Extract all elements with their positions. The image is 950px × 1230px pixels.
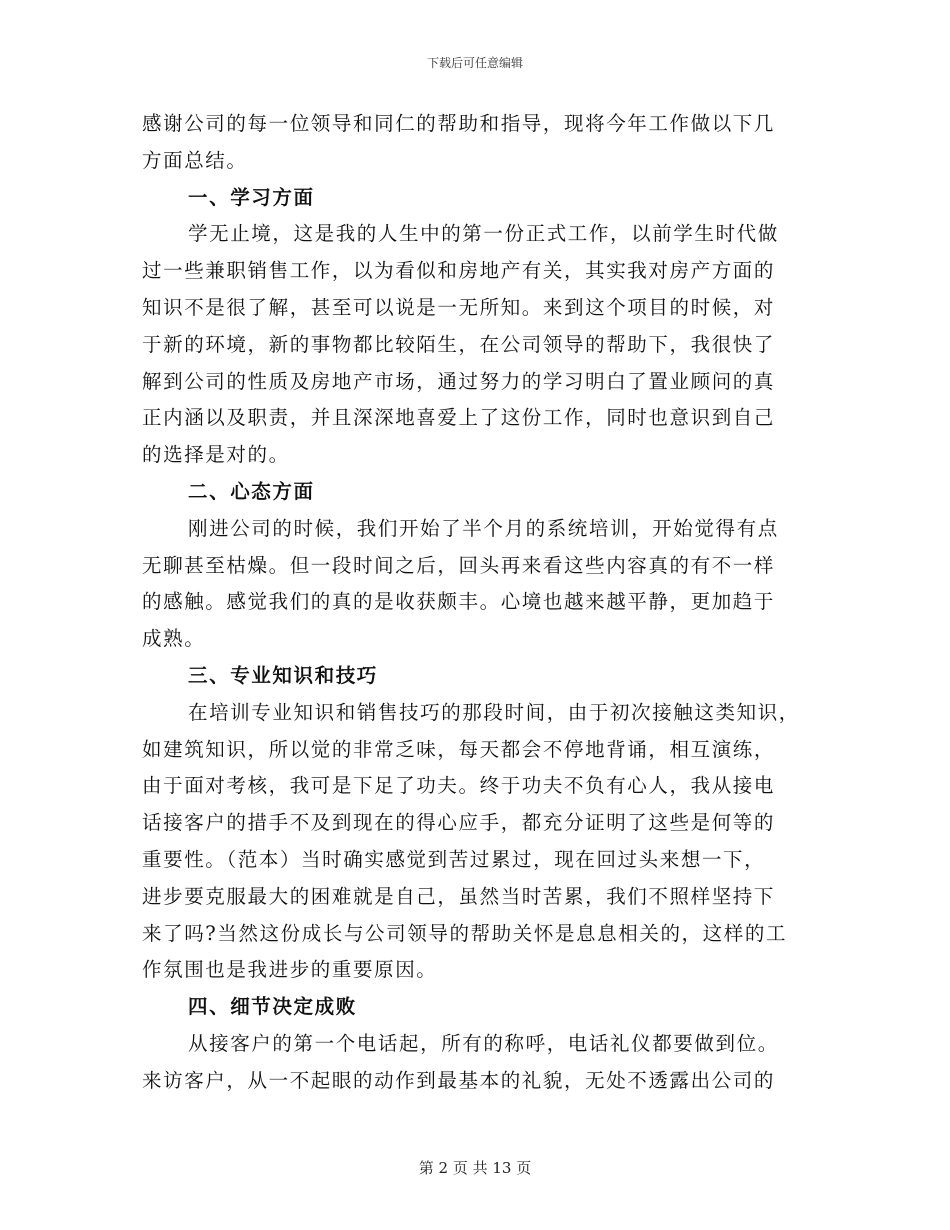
section-heading: 二、心态方面 <box>188 479 315 503</box>
text-line: 感谢公司的每一位领导和同仁的帮助和指导，现将今年工作做以下几 <box>142 112 776 135</box>
text-line: 成熟。 <box>142 627 206 651</box>
page-header: 下载后可任意编辑 <box>426 56 523 70</box>
text-line: 来了吗?当然这份成长与公司领导的帮助关怀是息息相关的，这样的工 <box>142 921 788 945</box>
text-line: 从接客户的第一个电话起，所有的称呼，电话礼仪都要做到位。 <box>188 1031 779 1055</box>
text-line: 在培训专业知识和销售技巧的那段时间，由于初次接触这类知识， <box>188 700 800 724</box>
text-line: 过一些兼职销售工作，以为看似和房地产有关，其实我对房产方面的 <box>142 259 776 283</box>
page-footer: 第 2 页 共 13 页 <box>418 1159 532 1177</box>
section-heading: 一、学习方面 <box>188 185 315 209</box>
text-line: 由于面对考核，我可是下足了功夫。终于功夫不负有心人，我从接电 <box>142 774 776 798</box>
text-line: 无聊甚至枯燥。但一段时间之后，回头再来看这些内容真的有不一样 <box>142 553 776 577</box>
section-heading: 四、细节决定成败 <box>188 995 357 1019</box>
text-line: 学无止境，这是我的人生中的第一份正式工作，以前学生时代做 <box>188 222 779 246</box>
text-line: 刚进公司的时候，我们开始了半个月的系统培训，开始觉得有点 <box>188 516 779 540</box>
document-body <box>142 106 810 1100</box>
text-line: 正内涵以及职责，并且深深地喜爱上了这份工作，同时也意识到自己 <box>142 406 776 430</box>
text-line: 进步要克服最大的困难就是自己，虽然当时苦累，我们不照样坚持下 <box>142 884 776 908</box>
text-line: 的选择是对的。 <box>142 443 290 467</box>
text-line: 的感触。感觉我们的真的是收获颇丰。心境也越来越平静，更加趋于 <box>142 590 776 614</box>
text-line: 来访客户，从一不起眼的动作到最基本的礼貌，无处不透露出公司的 <box>142 1068 776 1092</box>
text-line: 解到公司的性质及房地产市场，通过努力的学习明白了置业顾问的真 <box>142 369 776 393</box>
text-line: 作氛围也是我进步的重要原因。 <box>142 958 438 982</box>
text-line: 如建筑知识，所以觉的非常乏味，每天都会不停地背诵，相互演练， <box>142 737 776 761</box>
text-line: 方面总结。 <box>142 148 248 172</box>
text-line: 于新的环境，新的事物都比较陌生，在公司领导的帮助下，我很快了 <box>142 332 776 356</box>
section-heading: 三、专业知识和技巧 <box>188 663 378 687</box>
text-line: 重要性。（范本）当时确实感觉到苦过累过，现在回过头来想一下， <box>142 847 766 871</box>
text-line: 话接客户的措手不及到现在的得心应手，都充分证明了这些是何等的 <box>142 811 776 835</box>
text-line: 知识不是很了解，甚至可以说是一无所知。来到这个项目的时候，对 <box>142 295 776 319</box>
